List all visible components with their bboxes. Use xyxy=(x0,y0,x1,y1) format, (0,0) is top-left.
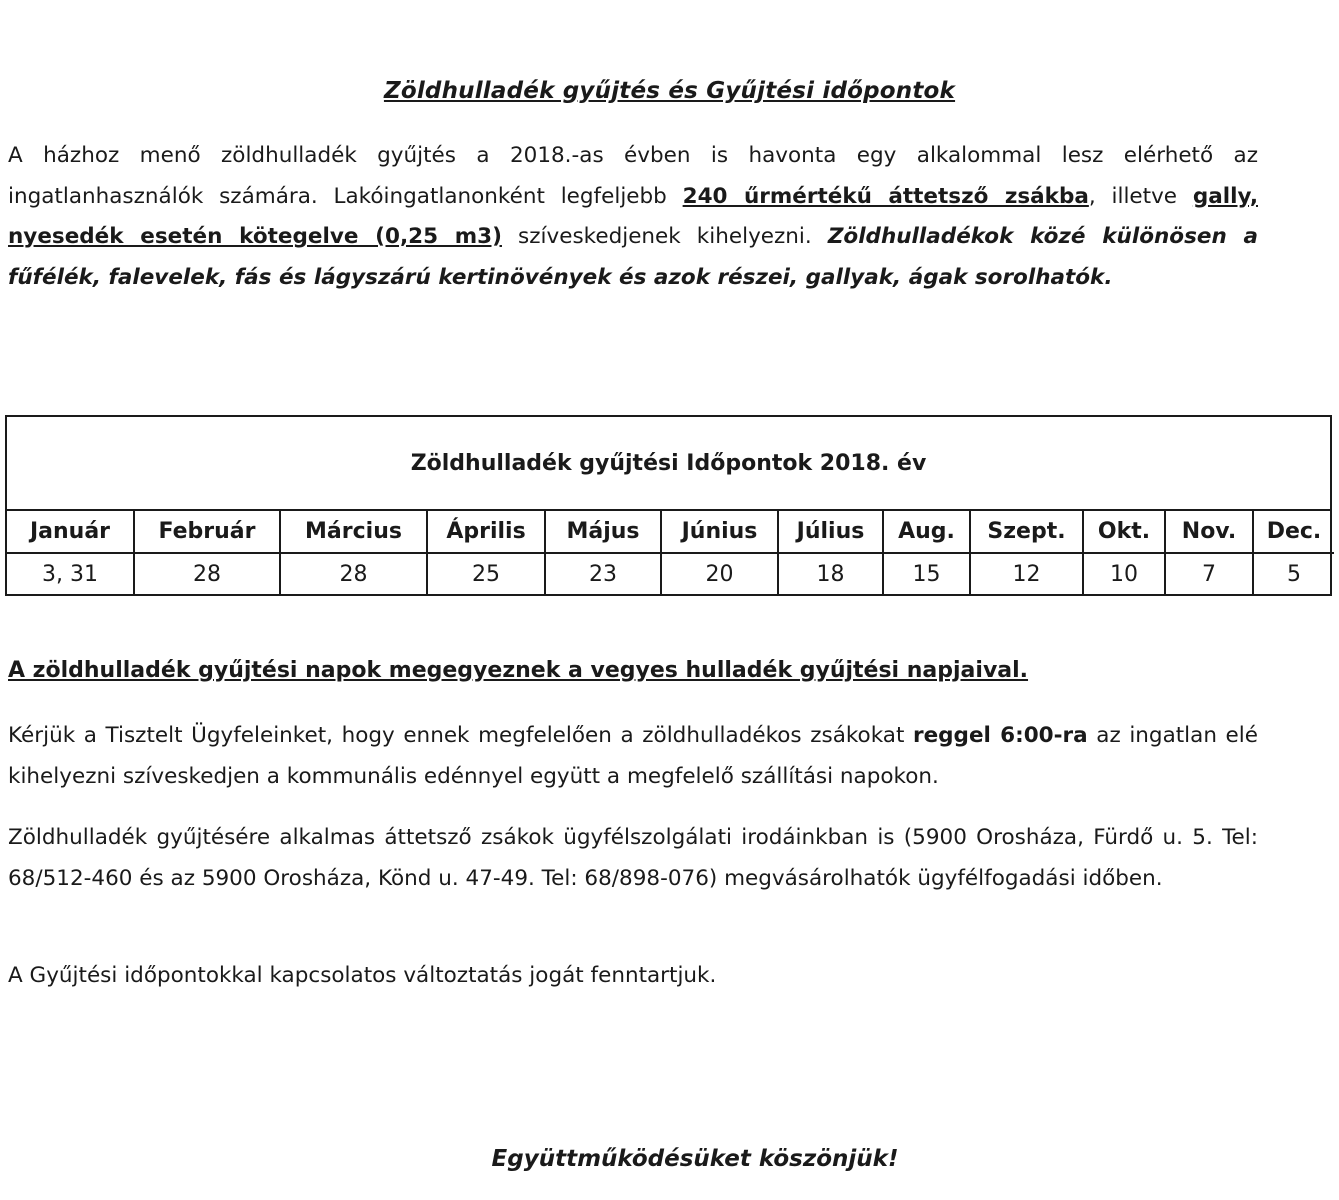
intro-text-2: , illetve xyxy=(1088,183,1193,209)
intro-green-waste-types: Zöldhulladékok közé különösen a fűfélék, falevelek, fás és lágyszárú kertinövények és azok részei, gallyak, ágak sorolhatók. xyxy=(8,224,1258,290)
day-cell: 7 xyxy=(1165,553,1253,594)
month-cell: Január xyxy=(7,511,134,553)
day-cell: 5 xyxy=(1287,561,1301,587)
month-cell: Július xyxy=(778,511,883,553)
month-cell: Június xyxy=(661,511,778,553)
month-cell: Február xyxy=(134,511,280,553)
schedule-day-row xyxy=(7,553,1334,594)
intro-bag-volume: 240 űrmértékű áttetsző zsákba xyxy=(682,183,1089,209)
schedule-month-row xyxy=(7,511,1334,553)
month-cell: Szept. xyxy=(970,511,1083,553)
schedule-table xyxy=(5,415,1332,596)
collection-days-heading: A zöldhulladék gyűjtési napok megegyeznek a vegyes hulladék gyűjtési napjaival. xyxy=(8,658,1029,683)
purchase-paragraph: Zöldhulladék gyűjtésére alkalmas áttetsző zsákok ügyfélszolgálati irodáinkban is (5900 Orosháza, Fürdő u. 5. Tel: 68/512-460 és az 5900 Orosháza, Könd u. 47-49. Tel: 68/898-076) megvásárolhatók ügyfélfogadási időben. xyxy=(8,825,1258,891)
month-cell: Nov. xyxy=(1165,511,1253,553)
intro-bundle-size: gally, nyesedék esetén kötegelve (0,25 m3) xyxy=(8,183,1258,249)
month-cell: Március xyxy=(280,511,427,553)
day-cell: 28 xyxy=(134,553,280,594)
day-cell: 18 xyxy=(778,553,883,594)
schedule-grid xyxy=(7,511,1334,594)
intro-paragraph xyxy=(8,136,1258,298)
day-cell: 10 xyxy=(1083,553,1165,594)
intro-text-3: szíveskedjenek kihelyezni. xyxy=(501,224,828,249)
placement-paragraph xyxy=(8,716,1258,797)
rights-paragraph: A Gyűjtési időpontokkal kapcsolatos változtatás jogát fenntartjuk. xyxy=(8,963,717,988)
day-cell: 3, 31 xyxy=(7,553,134,594)
month-cell: Április xyxy=(427,511,545,553)
document-title: Zöldhulladék gyűjtés és Gyűjtési időpontok xyxy=(383,78,956,104)
month-cell: Aug. xyxy=(883,511,970,553)
day-cell: 28 xyxy=(280,553,427,594)
closing-thanks: Együttműködésüket köszönjük! xyxy=(491,1146,899,1172)
day-cell: 25 xyxy=(427,553,545,594)
month-cell: Május xyxy=(545,511,661,553)
month-cell: Okt. xyxy=(1083,511,1165,553)
intro-text-1: A házhoz menő zöldhulladék gyűjtés a 2018.-as évben is havonta egy alkalommal lesz elérhető az ingatlanhasználók számára. Lakóingatlanonként legfeljebb xyxy=(8,143,1258,209)
day-cell: 15 xyxy=(883,553,970,594)
day-cell: 20 xyxy=(661,553,778,594)
placement-text-1: Kérjük a Tisztelt Ügyfeleinket, hogy ennek megfelelően a zöldhulladékos zsákokat xyxy=(8,723,913,748)
month-cell: Dec. xyxy=(1253,511,1334,553)
schedule-title: Zöldhulladék gyűjtési Időpontok 2018. év xyxy=(7,417,1330,511)
day-cell: 23 xyxy=(545,553,661,594)
day-cell: 12 xyxy=(970,553,1083,594)
placement-time: reggel 6:00-ra xyxy=(912,723,1088,748)
placement-text-2: az ingatlan elé kihelyezni szíveskedjen a kommunális edénnyel együtt a megfelelő szállítási napokon. xyxy=(8,723,1258,789)
